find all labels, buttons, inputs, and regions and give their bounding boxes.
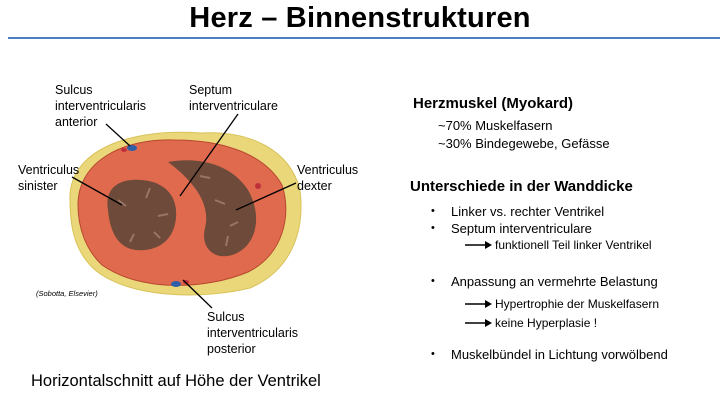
label-sulcus-posterior: Sulcus interventricularis posterior [207,310,299,356]
anterior-artery [121,148,127,152]
bullet-ventrikel-text: Linker vs. rechter Ventrikel [451,204,605,219]
arrow-line-septum [495,237,652,253]
bullet-dot: • [431,205,435,217]
page-title: Herz – Binnenstrukturen [189,2,531,34]
label-septum: Septum interventriculare [189,83,278,113]
bullet-dot: • [431,275,435,287]
posterior-vessel [171,281,181,287]
arrow-line-hypertrophie [495,296,659,312]
bullet-septum [431,220,592,237]
bullet-ventrikel [431,203,605,220]
figure-caption: Horizontalschnitt auf Höhe der Ventrikel [31,372,321,390]
bullet-muskelbuendel [431,346,668,363]
bullet-dot: • [431,222,435,234]
arrow-text-hyperplasie: keine Hyperplasie ! [495,316,598,330]
heading-myokard: Herzmuskel (Myokard) [413,95,574,112]
bullet-muskelbuendel-text: Muskelbündel in Lichtung vorwölbend [451,347,668,362]
right-vessel [255,183,261,189]
arrow-right-icon [465,317,493,329]
bullet-belastung [431,273,658,290]
arrow-line-hyperplasie [495,315,597,331]
bullet-belastung-text: Anpassung an vermehrte Belastung [451,274,658,289]
bullet-septum-text: Septum interventriculare [451,221,592,236]
image-credit: (Sobotta, Elsevier) [36,289,98,298]
heading-wanddicke: Unterschiede in der Wanddicke [410,178,633,195]
label-ventriculus-sinister: Ventriculus sinister [18,163,80,193]
bullet-dot: • [431,348,435,360]
myokard-line-2: ~30% Bindegewebe, Gefässe [438,136,610,151]
arrow-right-icon [465,298,493,310]
arrow-text-septum: funktionell Teil linker Ventrikel [495,238,652,252]
myokard-line-1: ~70% Muskelfasern [438,118,553,133]
anterior-vessel [127,145,137,151]
arrow-right-icon [465,239,493,251]
label-ventriculus-dexter: Ventriculus dexter [297,163,359,193]
label-sulcus-anterior: Sulcus interventricularis anterior [55,83,147,129]
arrow-text-hypertrophie: Hypertrophie der Muskelfasern [495,297,660,311]
